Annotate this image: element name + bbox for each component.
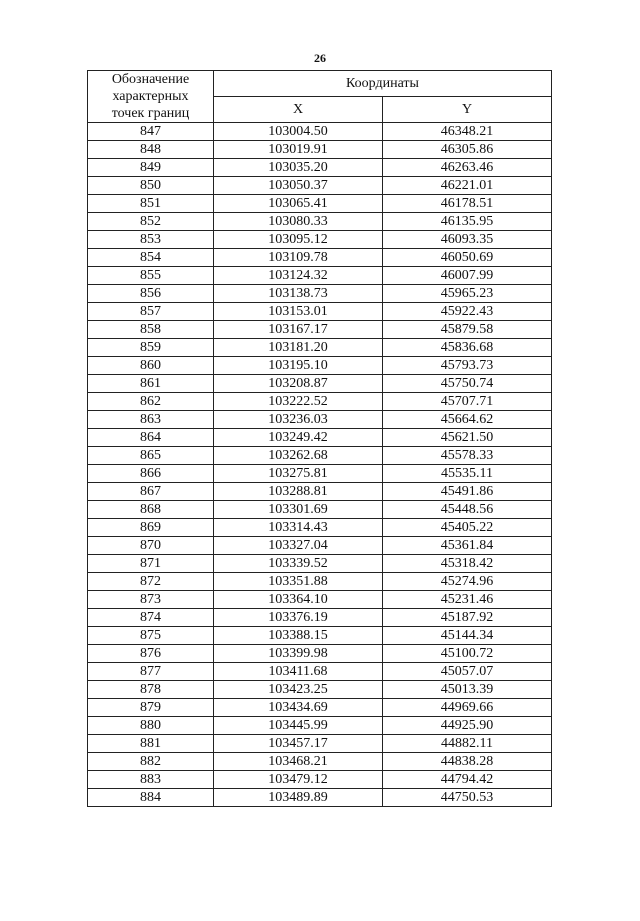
point-cell: 865: [88, 447, 214, 465]
table-row: [88, 411, 552, 429]
x-coordinate-cell: 103399.98: [214, 645, 383, 663]
x-coordinate-cell: 103138.73: [214, 285, 383, 303]
x-coordinate-cell: 103388.15: [214, 627, 383, 645]
y-coordinate-cell: 45535.11: [383, 465, 552, 483]
x-coordinate-cell: 103468.21: [214, 753, 383, 771]
y-coordinate-cell: 45405.22: [383, 519, 552, 537]
point-cell: 870: [88, 537, 214, 555]
y-coordinate-cell: 46221.01: [383, 177, 552, 195]
y-coordinate-cell: 45144.34: [383, 627, 552, 645]
y-coordinate-cell: 45057.07: [383, 663, 552, 681]
table-row: [88, 771, 552, 789]
x-coordinate-cell: 103314.43: [214, 519, 383, 537]
y-coordinate-cell: 44969.66: [383, 699, 552, 717]
table-row: [88, 537, 552, 555]
table-row: [88, 195, 552, 213]
point-cell: 867: [88, 483, 214, 501]
point-cell: 874: [88, 609, 214, 627]
y-coordinate-cell: 44794.42: [383, 771, 552, 789]
x-coordinate-cell: 103489.89: [214, 789, 383, 807]
point-cell: 881: [88, 735, 214, 753]
y-coordinate-cell: 45274.96: [383, 573, 552, 591]
table-row: [88, 519, 552, 537]
x-coordinate-cell: 103153.01: [214, 303, 383, 321]
y-coordinate-cell: 45707.71: [383, 393, 552, 411]
point-header-line-3: точек границ: [111, 106, 190, 121]
y-coordinate-cell: 45750.74: [383, 375, 552, 393]
point-cell: 853: [88, 231, 214, 249]
table-row: [88, 249, 552, 267]
y-coordinate-cell: 45318.42: [383, 555, 552, 573]
coordinates-header: Координаты: [214, 71, 552, 97]
y-coordinate-cell: 45013.39: [383, 681, 552, 699]
y-coordinate-cell: 45448.56: [383, 501, 552, 519]
point-cell: 850: [88, 177, 214, 195]
x-coordinate-cell: 103479.12: [214, 771, 383, 789]
y-coordinate-cell: 45879.58: [383, 321, 552, 339]
y-coordinate-cell: 45836.68: [383, 339, 552, 357]
point-cell: 863: [88, 411, 214, 429]
table-row: [88, 177, 552, 195]
y-coordinate-cell: 45965.23: [383, 285, 552, 303]
y-coordinate-cell: 46178.51: [383, 195, 552, 213]
y-coordinate-cell: 46050.69: [383, 249, 552, 267]
point-cell: 869: [88, 519, 214, 537]
point-cell: 862: [88, 393, 214, 411]
point-cell: 861: [88, 375, 214, 393]
x-coordinate-cell: 103434.69: [214, 699, 383, 717]
y-coordinate-cell: 45664.62: [383, 411, 552, 429]
point-cell: 875: [88, 627, 214, 645]
x-column-header: X: [214, 97, 383, 123]
x-coordinate-cell: 103288.81: [214, 483, 383, 501]
x-coordinate-cell: 103236.03: [214, 411, 383, 429]
point-designation-header: [88, 71, 214, 123]
x-coordinate-cell: 103050.37: [214, 177, 383, 195]
table-row: [88, 555, 552, 573]
table-row: [88, 393, 552, 411]
point-cell: 883: [88, 771, 214, 789]
table-row: [88, 573, 552, 591]
point-cell: 852: [88, 213, 214, 231]
table-row: [88, 429, 552, 447]
table-row: [88, 339, 552, 357]
y-coordinate-cell: 46135.95: [383, 213, 552, 231]
x-coordinate-cell: 103222.52: [214, 393, 383, 411]
point-cell: 868: [88, 501, 214, 519]
point-cell: 855: [88, 267, 214, 285]
table-row: [88, 303, 552, 321]
table-row: [88, 591, 552, 609]
table-row: [88, 681, 552, 699]
x-coordinate-cell: 103411.68: [214, 663, 383, 681]
point-cell: 849: [88, 159, 214, 177]
x-coordinate-cell: 103019.91: [214, 141, 383, 159]
y-coordinate-cell: 45361.84: [383, 537, 552, 555]
x-coordinate-cell: 103004.50: [214, 123, 383, 141]
table-row: [88, 789, 552, 807]
x-coordinate-cell: 103181.20: [214, 339, 383, 357]
table-row: [88, 717, 552, 735]
x-coordinate-cell: 103364.10: [214, 591, 383, 609]
table-row: [88, 123, 552, 141]
page-number: 26: [314, 51, 326, 65]
table-row: [88, 159, 552, 177]
table-row: [88, 663, 552, 681]
table-row: [88, 357, 552, 375]
x-coordinate-cell: 103080.33: [214, 213, 383, 231]
point-cell: 866: [88, 465, 214, 483]
point-cell: 858: [88, 321, 214, 339]
point-cell: 847: [88, 123, 214, 141]
table-body: [88, 123, 552, 807]
y-coordinate-cell: 45922.43: [383, 303, 552, 321]
point-cell: 877: [88, 663, 214, 681]
table-header: [88, 71, 552, 123]
point-cell: 878: [88, 681, 214, 699]
x-coordinate-cell: 103423.25: [214, 681, 383, 699]
point-cell: 872: [88, 573, 214, 591]
y-coordinate-cell: 44925.90: [383, 717, 552, 735]
point-cell: 871: [88, 555, 214, 573]
point-header-line-2: характерных: [112, 89, 189, 104]
y-coordinate-cell: 46007.99: [383, 267, 552, 285]
y-coordinate-cell: 46263.46: [383, 159, 552, 177]
point-cell: 856: [88, 285, 214, 303]
x-coordinate-cell: 103376.19: [214, 609, 383, 627]
point-header-line-1: Обозначение: [111, 72, 190, 87]
x-coordinate-cell: 103065.41: [214, 195, 383, 213]
point-cell: 864: [88, 429, 214, 447]
table-row: [88, 447, 552, 465]
table-row: [88, 501, 552, 519]
y-coordinate-cell: 46093.35: [383, 231, 552, 249]
x-coordinate-cell: 103035.20: [214, 159, 383, 177]
table-row: [88, 375, 552, 393]
point-cell: 854: [88, 249, 214, 267]
table-row: [88, 267, 552, 285]
x-coordinate-cell: 103327.04: [214, 537, 383, 555]
x-coordinate-cell: 103445.99: [214, 717, 383, 735]
y-coordinate-cell: 46305.86: [383, 141, 552, 159]
y-coordinate-cell: 44750.53: [383, 789, 552, 807]
x-coordinate-cell: 103167.17: [214, 321, 383, 339]
y-coordinate-cell: 44882.11: [383, 735, 552, 753]
y-coordinate-cell: 45187.92: [383, 609, 552, 627]
table-row: [88, 753, 552, 771]
x-coordinate-cell: 103351.88: [214, 573, 383, 591]
table-row: [88, 483, 552, 501]
x-coordinate-cell: 103339.52: [214, 555, 383, 573]
y-coordinate-cell: 45491.86: [383, 483, 552, 501]
x-coordinate-cell: 103301.69: [214, 501, 383, 519]
table-row: [88, 609, 552, 627]
table-row: [88, 141, 552, 159]
table-row: [88, 321, 552, 339]
table-row: [88, 735, 552, 753]
y-coordinate-cell: 44838.28: [383, 753, 552, 771]
point-cell: 873: [88, 591, 214, 609]
point-cell: 851: [88, 195, 214, 213]
point-cell: 859: [88, 339, 214, 357]
point-cell: 880: [88, 717, 214, 735]
point-cell: 884: [88, 789, 214, 807]
point-cell: 857: [88, 303, 214, 321]
point-cell: 882: [88, 753, 214, 771]
table-row: [88, 645, 552, 663]
table-row: [88, 213, 552, 231]
x-coordinate-cell: 103095.12: [214, 231, 383, 249]
y-coordinate-cell: 45100.72: [383, 645, 552, 663]
y-coordinate-cell: 45621.50: [383, 429, 552, 447]
y-coordinate-cell: 45578.33: [383, 447, 552, 465]
table-row: [88, 231, 552, 249]
x-coordinate-cell: 103262.68: [214, 447, 383, 465]
point-cell: 879: [88, 699, 214, 717]
table-row: [88, 699, 552, 717]
x-coordinate-cell: 103275.81: [214, 465, 383, 483]
x-coordinate-cell: 103195.10: [214, 357, 383, 375]
y-coordinate-cell: 46348.21: [383, 123, 552, 141]
point-cell: 876: [88, 645, 214, 663]
coordinates-table: [87, 70, 552, 807]
table-row: [88, 465, 552, 483]
x-coordinate-cell: 103249.42: [214, 429, 383, 447]
y-coordinate-cell: 45231.46: [383, 591, 552, 609]
x-coordinate-cell: 103124.32: [214, 267, 383, 285]
x-coordinate-cell: 103457.17: [214, 735, 383, 753]
point-cell: 860: [88, 357, 214, 375]
y-coordinate-cell: 45793.73: [383, 357, 552, 375]
x-coordinate-cell: 103208.87: [214, 375, 383, 393]
point-cell: 848: [88, 141, 214, 159]
table-row: [88, 627, 552, 645]
table-row: [88, 285, 552, 303]
y-column-header: Y: [383, 97, 552, 123]
x-coordinate-cell: 103109.78: [214, 249, 383, 267]
